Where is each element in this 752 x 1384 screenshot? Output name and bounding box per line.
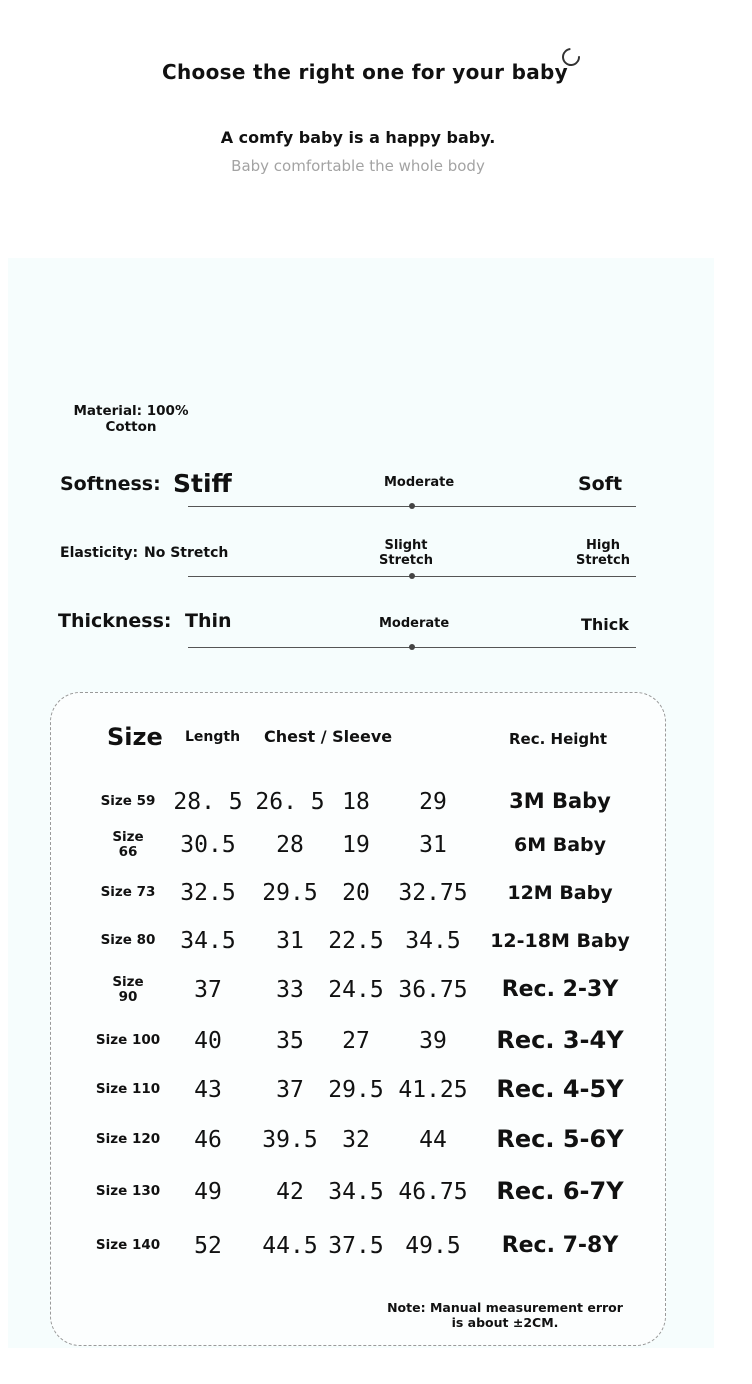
material-label: Material: 100% Cotton [73,403,189,435]
size-label: Size 110 [95,1081,161,1097]
sleeve-value: 20 [342,880,370,906]
chest-value: 42 [276,1179,304,1205]
sleeve-value: 29.5 [328,1077,384,1103]
elasticity-mid: Slight Stretch [379,538,433,568]
size-label: Size 130 [95,1183,161,1199]
height-value: 44 [419,1127,447,1153]
size-label: Size 120 [95,1131,161,1147]
elasticity-low: No Stretch [144,545,229,561]
length-value: 37 [194,977,222,1003]
thickness-marker [409,644,415,650]
sleeve-value: 34.5 [328,1179,384,1205]
recommended-age: Rec. 5-6Y [496,1125,624,1153]
chest-value: 44.5 [262,1233,318,1259]
height-value: 46.75 [398,1179,468,1205]
chest-value: 39.5 [262,1127,318,1153]
sleeve-value: 19 [342,832,370,858]
height-value: 32.75 [398,880,468,906]
length-value: 43 [194,1077,222,1103]
subtagline: Baby comfortable the whole body [231,157,485,175]
length-value: 40 [194,1028,222,1054]
height-value: 49.5 [405,1233,461,1259]
recommended-age: 6M Baby [513,834,607,856]
tagline: A comfy baby is a happy baby. [220,128,496,147]
thickness-low: Thin [185,610,232,632]
height-value: 29 [419,789,447,815]
chest-value: 26. 5 [255,789,325,815]
thickness-label: Thickness: [58,610,172,632]
length-value: 32.5 [180,880,236,906]
height-value: 34.5 [405,928,461,954]
sleeve-value: 22.5 [328,928,384,954]
thickness-high: Thick [581,615,629,634]
height-value: 41.25 [398,1077,468,1103]
header-chest-sleeve: Chest / Sleeve [264,727,393,746]
size-label: Size 73 [100,884,156,900]
header-rec-height: Rec. Height [509,730,607,748]
elasticity-label: Elasticity: [60,545,139,561]
header-length: Length [185,729,241,745]
softness-low: Stiff [173,469,232,498]
length-value: 46 [194,1127,222,1153]
length-value: 49 [194,1179,222,1205]
recommended-age: Rec. 4-5Y [496,1075,624,1103]
recommended-age: Rec. 6-7Y [496,1177,624,1205]
sleeve-value: 32 [342,1127,370,1153]
elasticity-marker [409,573,415,579]
softness-mid: Moderate [384,475,455,490]
recommended-age: 12M Baby [507,882,613,904]
softness-marker [409,503,415,509]
length-value: 30.5 [180,832,236,858]
sleeve-value: 18 [342,789,370,815]
elasticity-high: High Stretch [576,538,630,568]
softness-label: Softness: [60,473,161,495]
recommended-age: 3M Baby [509,789,611,813]
recommended-age: 12-18M Baby [490,930,630,952]
chest-value: 29.5 [262,880,318,906]
recommended-age: Rec. 7-8Y [501,1233,619,1258]
softness-high: Soft [578,473,623,495]
length-value: 28. 5 [173,789,243,815]
height-value: 36.75 [398,977,468,1003]
recommended-age: Rec. 3-4Y [496,1026,624,1054]
chest-value: 28 [276,832,304,858]
size-label: Size 140 [95,1237,161,1253]
height-value: 31 [419,832,447,858]
size-label: Size 90 [112,974,144,1005]
length-value: 34.5 [180,928,236,954]
size-label: Size 80 [100,932,156,948]
header-size: Size [107,723,163,751]
thickness-mid: Moderate [379,616,450,631]
size-label: Size 59 [100,793,156,809]
sleeve-value: 37.5 [328,1233,384,1259]
length-value: 52 [194,1233,222,1259]
chest-value: 35 [276,1028,304,1054]
recommended-age: Rec. 2-3Y [501,977,619,1002]
page-title: Choose the right one for your baby [162,60,568,84]
measurement-note: Note: Manual measurement error is about ±2CM. [387,1300,623,1330]
height-value: 39 [419,1028,447,1054]
chest-value: 37 [276,1077,304,1103]
sleeve-value: 27 [342,1028,370,1054]
sleeve-value: 24.5 [328,977,384,1003]
chest-value: 33 [276,977,304,1003]
size-label: Size 66 [112,829,144,860]
size-label: Size 100 [95,1032,161,1048]
chest-value: 31 [276,928,304,954]
